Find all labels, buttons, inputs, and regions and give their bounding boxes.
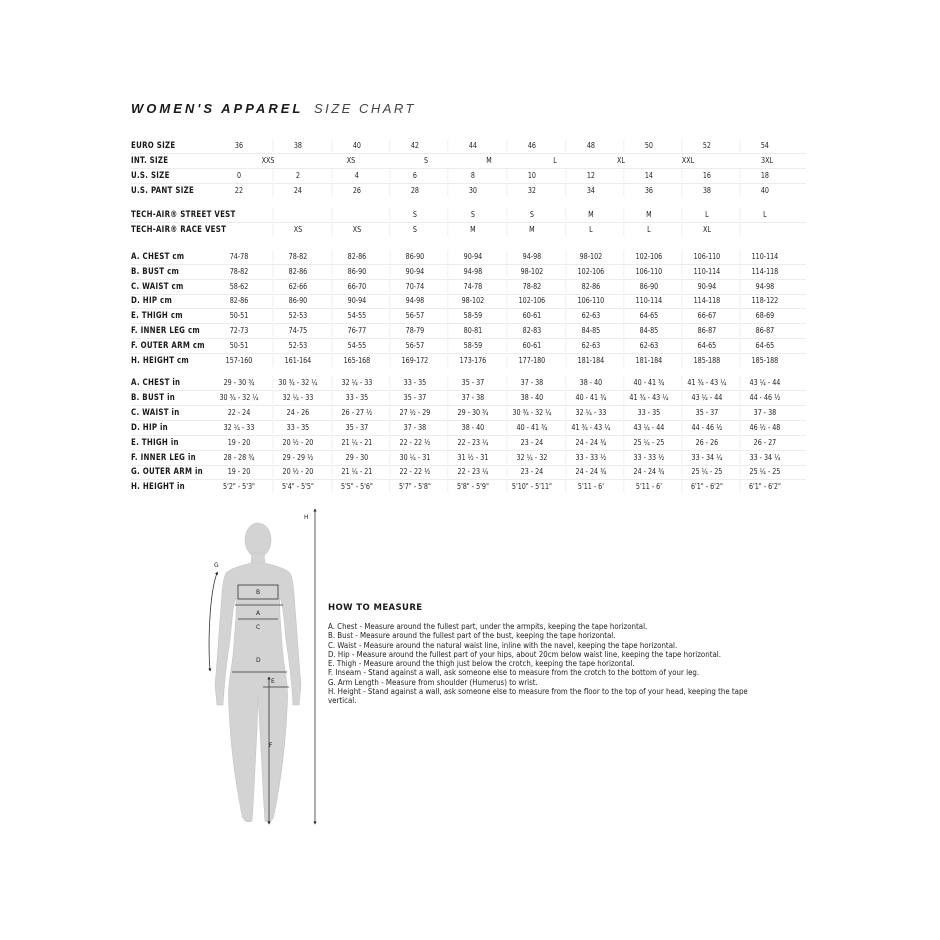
- table-row: [131, 153, 806, 169]
- table-cell: 30 ¾ - 32 ¼: [219, 392, 259, 402]
- table-cell: 157-160: [225, 355, 253, 365]
- table-cell: 161-164: [272, 354, 322, 367]
- table-cell: 44 - 46 ½: [739, 391, 789, 404]
- table-cell: L: [565, 223, 615, 236]
- table-cell: 22 - 22 ½: [389, 436, 439, 449]
- table-row: [131, 222, 806, 237]
- row-label: G. OUTER ARM in: [131, 467, 203, 478]
- table-cell: 40 - 41 ¾: [623, 376, 673, 389]
- table-cell: 76-77: [331, 324, 381, 337]
- table-cell: 20 ½ - 20: [272, 436, 322, 449]
- row-label: U.S. PANT SIZE: [131, 186, 195, 196]
- table-cell: 86-90: [272, 294, 322, 307]
- table-cell: 42: [389, 139, 439, 152]
- table-row: [131, 138, 806, 154]
- table-cell: 80-81: [447, 324, 497, 337]
- table-row: [131, 279, 806, 295]
- table-cell: 38: [272, 139, 322, 152]
- row-label: TECH-AIR® RACE VEST: [131, 225, 227, 235]
- table-cell: 41 ¾ - 43 ¼: [565, 421, 615, 434]
- table-cell: 86-90: [331, 265, 381, 278]
- table-cell: [331, 208, 381, 221]
- table-cell: 68-69: [739, 309, 789, 322]
- table-cell: 32 ¼ - 33: [272, 391, 322, 404]
- table-cell: M: [447, 223, 497, 236]
- table-cell: 25 ¼ - 25: [681, 465, 731, 478]
- how-to-item: H. Height - Stand against a wall, ask someone else to measure from the floor to the top of your head, keeping the tape: [328, 687, 748, 697]
- table-cell: 86-90: [389, 250, 439, 263]
- table-cell: 5'4" - 5'5": [272, 480, 322, 493]
- table-cell: 106-110: [565, 294, 615, 307]
- label-e: E: [271, 678, 275, 685]
- table-cell: 90-94: [681, 280, 731, 293]
- table-cell: 6: [389, 169, 439, 182]
- table-cell: 40: [331, 139, 381, 152]
- row-label: F. INNER LEG cm: [131, 326, 200, 336]
- how-to-measure-list: [328, 622, 768, 706]
- int-size-cell: XXL: [681, 156, 695, 165]
- table-cell: 37 - 38: [739, 406, 789, 419]
- table-cell: 37 - 38: [447, 391, 497, 404]
- table-cell: M: [623, 208, 673, 221]
- table-cell: 19 - 20: [227, 467, 251, 477]
- row-label: TECH-AIR® STREET VEST: [131, 210, 236, 220]
- label-b: B: [256, 589, 261, 596]
- table-cell: 33 - 33 ½: [623, 451, 673, 464]
- table-cell: 28 - 28 ¾: [223, 452, 255, 462]
- table-cell: 35 - 37: [447, 376, 497, 389]
- table-cell: 36: [623, 184, 673, 197]
- table-cell: 114-118: [739, 265, 789, 278]
- table-cell: 106-110: [681, 250, 731, 263]
- table-cell: S: [389, 223, 439, 236]
- table-cell: 38: [681, 184, 731, 197]
- table-cell: 23 - 24: [506, 436, 556, 449]
- table-cell: 29 - 29 ½: [272, 451, 322, 464]
- table-cell: 0: [236, 171, 242, 180]
- table-cell: 48: [565, 139, 615, 152]
- table-cell: XS: [272, 223, 322, 236]
- table-cell: 98-102: [565, 250, 615, 263]
- table-cell: 44: [447, 139, 497, 152]
- table-cell: 78-82: [229, 266, 249, 276]
- how-to-item: D. Hip - Measure around the fullest part of your hips, about 20cm below waist line, keeping the tape horizontal.: [328, 649, 721, 659]
- table-cell: 58-62: [229, 281, 249, 291]
- table-cell: 30 ¼ - 31: [389, 451, 439, 464]
- table-cell: XL: [681, 223, 731, 236]
- int-size-cell: L: [553, 156, 557, 165]
- table-cell: 8: [447, 169, 497, 182]
- table-cell: 5'5" - 5'6": [331, 480, 381, 493]
- table-cell: 84-85: [623, 324, 673, 337]
- table-cell: M: [506, 223, 556, 236]
- row-label: U.S. SIZE: [131, 171, 170, 181]
- table-cell: 19 - 20: [227, 437, 251, 447]
- row-label: F. INNER LEG in: [131, 452, 196, 463]
- table-cell: 64-65: [623, 309, 673, 322]
- table-cell: 102-106: [565, 265, 615, 278]
- table-cell: 181-184: [565, 354, 615, 367]
- table-cell: 5'2" - 5'3": [223, 482, 255, 492]
- table-cell: 78-82: [272, 250, 322, 263]
- table-cell: 33 - 35: [272, 421, 322, 434]
- table-cell: 82-86: [229, 296, 249, 306]
- table-row: [131, 249, 806, 265]
- table-cell: 58-59: [447, 309, 497, 322]
- table-cell: 60-61: [506, 309, 556, 322]
- table-cell: 33 - 35: [623, 406, 673, 419]
- table-cell: 24 - 24 ¾: [565, 465, 615, 478]
- table-cell: 22 - 22 ½: [389, 465, 439, 478]
- table-cell: 41 ¾ - 43 ¼: [681, 376, 731, 389]
- table-cell: 40: [739, 184, 789, 197]
- table-cell: 43 ¼ - 44: [681, 391, 731, 404]
- table-cell: 52-53: [272, 309, 322, 322]
- table-cell: 24 - 24 ¾: [565, 436, 615, 449]
- table-cell: 66-67: [681, 309, 731, 322]
- table-row: [131, 464, 806, 480]
- table-cell: 72-73: [229, 326, 249, 335]
- table-cell: 64-65: [681, 339, 731, 352]
- table-cell: 22 - 24: [227, 407, 251, 417]
- how-to-item: C. Waist - Measure around the natural waist line, inline with the navel, keeping the tape horizontal.: [328, 640, 678, 650]
- table-cell: 6'1" - 6'2": [681, 480, 731, 493]
- table-cell: 25 ¼ - 25: [623, 436, 673, 449]
- table-cell: 24 - 26: [272, 406, 322, 419]
- table-cell: 22 - 23 ¼: [447, 436, 497, 449]
- table-cell: 25 ¼ - 25: [739, 465, 789, 478]
- table-row: [131, 375, 806, 391]
- table-cell: 20 ½ - 20: [272, 465, 322, 478]
- table-cell: 52-53: [272, 339, 322, 352]
- table-row: [131, 390, 806, 406]
- table-cell: S: [447, 208, 497, 221]
- table-cell: 106-110: [623, 265, 673, 278]
- table-cell: 29 - 30 ¾: [223, 378, 255, 387]
- table-cell: 23 - 24: [506, 465, 556, 478]
- table-cell: 46 ½ - 48: [739, 421, 789, 434]
- table-cell: M: [565, 208, 615, 221]
- table-cell: 54: [739, 139, 789, 152]
- table-cell: 5'11 - 6': [565, 480, 615, 493]
- table-cell: 10: [506, 169, 556, 182]
- label-a: A: [256, 610, 261, 617]
- table-row: [131, 323, 806, 339]
- table-cell: 2: [272, 169, 322, 182]
- table-row: [131, 264, 806, 280]
- page-title: [131, 101, 416, 116]
- table-cell: 5'10" - 5'11": [506, 480, 556, 493]
- table-cell: 82-83: [506, 324, 556, 337]
- table-cell: 40 - 41 ¾: [565, 391, 615, 404]
- table-cell: 50-51: [229, 340, 249, 350]
- table-cell: [739, 223, 789, 236]
- table-cell: 185-188: [681, 354, 731, 367]
- table-cell: 56-57: [389, 309, 439, 322]
- table-cell: 52: [681, 139, 731, 152]
- table-cell: 62-63: [623, 339, 673, 352]
- table-row: [131, 479, 806, 494]
- table-row: [131, 168, 806, 184]
- table-cell: 33 - 33 ½: [565, 451, 615, 464]
- table-row: [131, 293, 806, 309]
- table-cell: 62-66: [272, 280, 322, 293]
- how-to-item: A. Chest - Measure around the fullest part, under the armpits, keeping the tape horizontal.: [328, 622, 648, 631]
- table-row: [131, 420, 806, 436]
- body-figure: [205, 505, 330, 835]
- table-cell: 114-118: [681, 294, 731, 307]
- row-label: B. BUST cm: [131, 266, 180, 277]
- table-cell: 26 - 27 ½: [331, 406, 381, 419]
- table-cell: 98-102: [506, 265, 556, 278]
- table-cell: 21 ¼ - 21: [331, 465, 381, 478]
- table-cell: 27 ½ - 29: [389, 406, 439, 419]
- table-row: [131, 405, 806, 421]
- table-cell: 34: [565, 184, 615, 197]
- table-cell: 40 - 41 ¾: [506, 421, 556, 434]
- table-cell: 35 - 37: [331, 421, 381, 434]
- table-cell: S: [389, 208, 439, 221]
- table-cell: 54-55: [331, 339, 381, 352]
- table-cell: 44 - 46 ½: [681, 421, 731, 434]
- table-cell: 82-86: [565, 280, 615, 293]
- table-cell: 54-55: [331, 309, 381, 322]
- table-cell: 32 ¼ - 33: [565, 406, 615, 419]
- row-label: H. HEIGHT cm: [131, 355, 190, 366]
- table-cell: 50: [623, 139, 673, 152]
- table-cell: 28: [389, 184, 439, 197]
- table-cell: 6'1" - 6'2": [739, 480, 789, 493]
- table-cell: L: [623, 223, 673, 236]
- table-cell: 94-98: [389, 294, 439, 307]
- table-cell: 70-74: [389, 280, 439, 293]
- table-cell: 22: [234, 186, 244, 195]
- int-size-cell: M: [486, 156, 492, 165]
- table-cell: 173-176: [447, 354, 497, 367]
- table-cell: 32: [506, 184, 556, 197]
- int-size-cell: XXS: [261, 156, 275, 165]
- table-cell: 110-114: [623, 294, 673, 307]
- table-cell: 22 - 23 ¼: [447, 465, 497, 478]
- table-row: [131, 435, 806, 451]
- table-cell: 33 - 34 ¼: [681, 451, 731, 464]
- table-cell: 82-86: [272, 265, 322, 278]
- table-cell: XS: [331, 223, 381, 236]
- table-cell: 110-114: [739, 250, 789, 263]
- table-cell: 86-87: [681, 324, 731, 337]
- table-cell: 35 - 37: [681, 406, 731, 419]
- table-cell: 32 ¼ - 33: [223, 422, 255, 432]
- table-cell: 74-78: [229, 252, 249, 261]
- table-cell: 94-98: [506, 250, 556, 263]
- table-cell: 64-65: [739, 339, 789, 352]
- row-label: F. OUTER ARM cm: [131, 340, 205, 351]
- table-cell: 21 ¼ - 21: [331, 436, 381, 449]
- table-cell: 177-180: [506, 354, 556, 367]
- row-label: A. CHEST cm: [131, 252, 185, 262]
- table-cell: 86-87: [739, 324, 789, 337]
- table-cell: 32 ¼ - 32: [506, 451, 556, 464]
- table-cell: 56-57: [389, 339, 439, 352]
- table-cell: 90-94: [389, 265, 439, 278]
- table-cell: 82-86: [331, 250, 381, 263]
- how-to-item: G. Arm Length - Measure from shoulder (Humerus) to wrist.: [328, 677, 538, 687]
- table-cell: S: [506, 208, 556, 221]
- int-size-cell: XL: [617, 156, 625, 165]
- table-cell: 165-168: [331, 354, 381, 367]
- table-cell: 102-106: [623, 250, 673, 263]
- table-cell: 110-114: [681, 265, 731, 278]
- row-label: EURO SIZE: [131, 141, 176, 151]
- row-label: D. HIP in: [131, 422, 168, 433]
- table-cell: 26: [331, 184, 381, 197]
- how-to-item: B. Bust - Measure around the fullest part of the bust, keeping the tape horizontal.: [328, 631, 616, 641]
- table-cell: 118-122: [739, 294, 789, 307]
- table-cell: 24: [272, 184, 322, 197]
- table-cell: 14: [623, 169, 673, 182]
- table-cell: 50-51: [229, 311, 249, 321]
- how-to-item: F. Inseam - Stand against a wall, ask someone else to measure from the crotch to the bottom of your leg.: [328, 668, 700, 678]
- table-cell: 30: [447, 184, 497, 197]
- table-cell: L: [681, 208, 731, 221]
- table-cell: 29 - 30: [331, 451, 381, 464]
- table-cell: 24 - 24 ¾: [623, 465, 673, 478]
- row-label: C. WAIST in: [131, 407, 180, 418]
- table-cell: 5'11 - 6': [623, 480, 673, 493]
- how-to-item: vertical.: [328, 696, 357, 706]
- how-to-item: E. Thigh - Measure around the thigh just below the crotch, keeping the tape horizontal.: [328, 659, 635, 669]
- table-cell: 41 ¾ - 43 ¼: [623, 391, 673, 404]
- table-row: [131, 207, 806, 223]
- table-cell: 33 - 34 ¼: [739, 451, 789, 464]
- label-h: H: [304, 514, 309, 521]
- table-cell: 58-59: [447, 339, 497, 352]
- row-label: INT. SIZE: [131, 156, 169, 166]
- table-cell: 38 - 40: [565, 376, 615, 389]
- table-cell: 37 - 38: [506, 376, 556, 389]
- table-cell: 102-106: [506, 294, 556, 307]
- table-cell: 38 - 40: [447, 421, 497, 434]
- table-cell: 43 ¼ - 44: [739, 376, 789, 389]
- table-cell: 66-70: [331, 280, 381, 293]
- row-label: E. THIGH cm: [131, 311, 183, 322]
- table-cell: 37 - 38: [389, 421, 439, 434]
- table-cell: 29 - 30 ¾: [447, 406, 497, 419]
- table-cell: 62-63: [565, 339, 615, 352]
- table-cell: 60-61: [506, 339, 556, 352]
- table-cell: 38 - 40: [506, 391, 556, 404]
- label-d: D: [256, 657, 261, 664]
- table-cell: 26 - 26: [681, 436, 731, 449]
- table-cell: 26 - 27: [739, 436, 789, 449]
- table-cell: 185-188: [739, 354, 789, 367]
- table-cell: 16: [681, 169, 731, 182]
- table-cell: 33 - 35: [389, 376, 439, 389]
- int-size-cell: 3XL: [761, 156, 773, 165]
- table-cell: 98-102: [447, 294, 497, 307]
- table-cell: 74-75: [272, 324, 322, 337]
- table-cell: 31 ½ - 31: [447, 451, 497, 464]
- table-row: [131, 353, 806, 368]
- table-cell: 94-98: [739, 280, 789, 293]
- table-cell: 4: [331, 169, 381, 182]
- table-cell: 78-82: [506, 280, 556, 293]
- table-cell: 36: [234, 141, 244, 150]
- table-row: [131, 183, 806, 198]
- table-cell: 90-94: [447, 250, 497, 263]
- table-cell: 86-90: [623, 280, 673, 293]
- table-cell: 169-172: [389, 354, 439, 367]
- table-cell: 43 ¼ - 44: [623, 421, 673, 434]
- int-size-cell: S: [423, 156, 429, 165]
- how-to-measure-title: HOW TO MEASURE: [328, 603, 423, 613]
- table-cell: 78-79: [389, 324, 439, 337]
- table-cell: 90-94: [331, 294, 381, 307]
- title-bold: WOMEN'S APPAREL: [131, 101, 304, 116]
- table-row: [131, 338, 806, 354]
- table-cell: 33 - 35: [331, 391, 381, 404]
- table-cell: 35 - 37: [389, 391, 439, 404]
- table-cell: [272, 208, 322, 221]
- row-label: E. THIGH in: [131, 437, 179, 448]
- how-to-measure: [328, 603, 768, 706]
- title-light: SIZE CHART: [313, 101, 417, 116]
- table-cell: 94-98: [447, 265, 497, 278]
- table-cell: 181-184: [623, 354, 673, 367]
- table-cell: L: [739, 208, 789, 221]
- int-size-cell: XS: [346, 156, 356, 165]
- table-cell: 32 ¼ - 33: [331, 376, 381, 389]
- table-cell: 30 ¾ - 32 ¼: [506, 406, 556, 419]
- row-label: D. HIP cm: [131, 296, 173, 307]
- row-label: H. HEIGHT in: [131, 482, 185, 493]
- table-cell: 46: [506, 139, 556, 152]
- label-f: F: [269, 742, 273, 749]
- table-cell: 5'8" - 5'9": [447, 480, 497, 493]
- table-row: [131, 450, 806, 466]
- table-row: [131, 308, 806, 324]
- label-g: G: [214, 562, 219, 569]
- row-label: C. WAIST cm: [131, 281, 184, 292]
- table-cell: 12: [565, 169, 615, 182]
- label-c: C: [256, 624, 261, 631]
- table-cell: 18: [739, 169, 789, 182]
- table-cell: 5'7" - 5'8": [389, 480, 439, 493]
- table-cell: 30 ¾ - 32 ¼: [272, 376, 322, 389]
- row-label: A. CHEST in: [131, 378, 181, 388]
- table-cell: 62-63: [565, 309, 615, 322]
- table-cell: 84-85: [565, 324, 615, 337]
- row-label: B. BUST in: [131, 392, 176, 403]
- table-cell: 74-78: [447, 280, 497, 293]
